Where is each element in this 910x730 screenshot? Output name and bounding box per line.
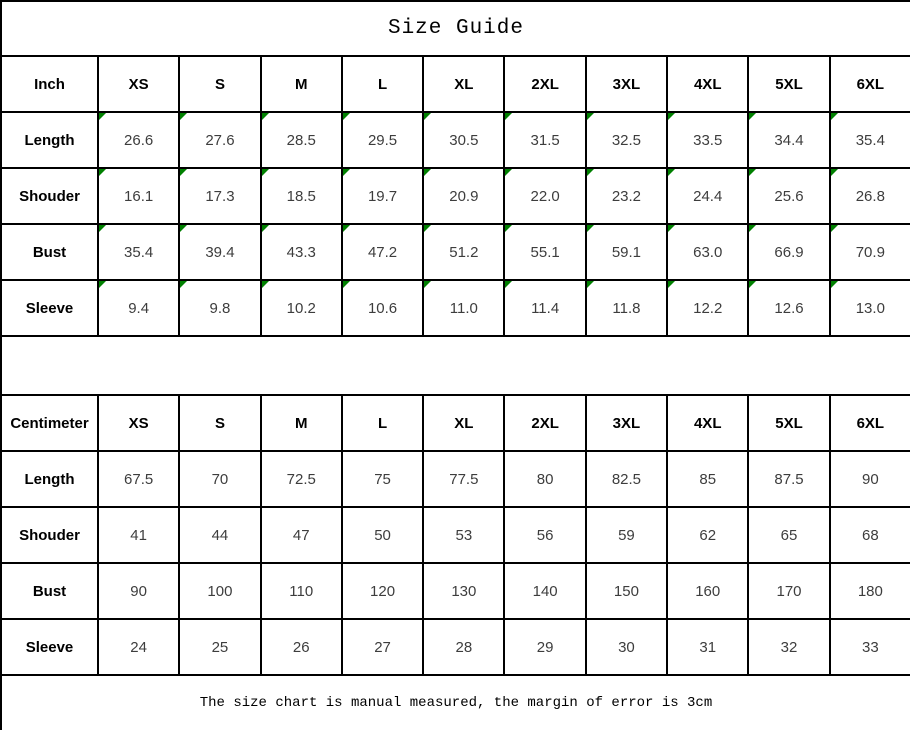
size-col-header-xl: XL xyxy=(423,395,504,451)
table-cell xyxy=(342,280,423,336)
cell-flag-icon xyxy=(99,169,106,176)
table-cell xyxy=(667,280,748,336)
table-cell: 85 xyxy=(667,451,748,507)
table-cell xyxy=(830,168,910,224)
inch-header-row xyxy=(1,56,910,112)
table-cell: 150 xyxy=(586,563,667,619)
cell-value: 33.5 xyxy=(693,131,723,149)
row-label: Bust xyxy=(1,563,98,619)
cell-value: 43.3 xyxy=(286,243,316,261)
table-cell xyxy=(423,224,504,280)
table-cell: 41 xyxy=(98,507,179,563)
cell-flag-icon xyxy=(343,281,350,288)
cell-value: 35.4 xyxy=(124,243,154,261)
table-cell: 30 xyxy=(586,619,667,675)
cell-value: 30.5 xyxy=(449,131,479,149)
cell-flag-icon xyxy=(831,225,838,232)
table-cell xyxy=(748,112,829,168)
cell-flag-icon xyxy=(262,225,269,232)
cell-flag-icon xyxy=(749,169,756,176)
table-row-inch-sleeve xyxy=(1,280,910,336)
inch-unit-header: Inch xyxy=(1,56,98,112)
table-cell xyxy=(179,168,260,224)
size-col-header-l: L xyxy=(342,395,423,451)
cell-value: 22.0 xyxy=(530,187,560,205)
table-cell xyxy=(423,168,504,224)
cell-flag-icon xyxy=(749,113,756,120)
table-cell: 170 xyxy=(748,563,829,619)
cell-flag-icon xyxy=(424,169,431,176)
cm-header-row xyxy=(1,395,910,451)
cell-value: 59.1 xyxy=(611,243,642,261)
cell-flag-icon xyxy=(262,113,269,120)
cell-value: 17.3 xyxy=(205,187,235,205)
table-cell: 80 xyxy=(504,451,585,507)
table-cell: 62 xyxy=(667,507,748,563)
table-cell xyxy=(342,224,423,280)
table-cell xyxy=(748,280,829,336)
row-label: Length xyxy=(1,451,98,507)
table-cell: 27 xyxy=(342,619,423,675)
cell-flag-icon xyxy=(180,281,187,288)
cell-flag-icon xyxy=(587,169,594,176)
table-cell xyxy=(504,280,585,336)
table-cell: 120 xyxy=(342,563,423,619)
table-row-cm-sleeve xyxy=(1,619,910,675)
cell-flag-icon xyxy=(505,225,512,232)
size-col-header-3xl: 3XL xyxy=(586,56,667,112)
table-cell: 90 xyxy=(830,451,910,507)
row-label: Shouder xyxy=(1,168,98,224)
cell-value: 9.8 xyxy=(209,299,231,317)
cell-value: 32.5 xyxy=(611,131,642,149)
cell-flag-icon xyxy=(587,113,594,120)
table-row-inch-shouder xyxy=(1,168,910,224)
cell-flag-icon xyxy=(668,281,675,288)
table-cell xyxy=(423,280,504,336)
cell-value: 11.4 xyxy=(531,299,560,317)
table-cell: 26 xyxy=(261,619,342,675)
cell-flag-icon xyxy=(424,113,431,120)
cell-flag-icon xyxy=(343,169,350,176)
cell-flag-icon xyxy=(180,113,187,120)
table-cell: 25 xyxy=(179,619,260,675)
cell-flag-icon xyxy=(424,225,431,232)
cell-flag-icon xyxy=(424,281,431,288)
cell-flag-icon xyxy=(99,225,106,232)
title-row xyxy=(1,1,910,56)
cell-value: 24.4 xyxy=(693,187,723,205)
table-cell: 29 xyxy=(504,619,585,675)
cell-flag-icon xyxy=(505,113,512,120)
cell-value: 18.5 xyxy=(286,187,316,205)
cell-value: 34.4 xyxy=(774,131,804,149)
table-cell: 31 xyxy=(667,619,748,675)
size-col-header-5xl: 5XL xyxy=(748,395,829,451)
cell-flag-icon xyxy=(749,225,756,232)
page-title: Size Guide xyxy=(1,1,910,56)
row-label: Sleeve xyxy=(1,280,98,336)
cell-flag-icon xyxy=(831,169,838,176)
cell-flag-icon xyxy=(343,113,350,120)
size-col-header-6xl: 6XL xyxy=(830,395,910,451)
table-cell: 130 xyxy=(423,563,504,619)
row-label: Shouder xyxy=(1,507,98,563)
table-cell: 82.5 xyxy=(586,451,667,507)
cell-flag-icon xyxy=(831,281,838,288)
table-cell: 67.5 xyxy=(98,451,179,507)
cell-value: 16.1 xyxy=(124,187,154,205)
table-cell: 77.5 xyxy=(423,451,504,507)
row-label: Bust xyxy=(1,224,98,280)
cm-unit-header: Centimeter xyxy=(1,395,98,451)
table-cell xyxy=(504,168,585,224)
table-cell: 65 xyxy=(748,507,829,563)
cell-value: 27.6 xyxy=(205,131,235,149)
size-col-header-xs: XS xyxy=(98,56,179,112)
table-cell: 50 xyxy=(342,507,423,563)
table-cell xyxy=(261,168,342,224)
table-cell xyxy=(830,224,910,280)
cell-value: 63.0 xyxy=(693,243,723,261)
cell-value: 20.9 xyxy=(449,187,479,205)
cell-flag-icon xyxy=(587,225,594,232)
cell-value: 13.0 xyxy=(855,299,885,317)
cell-flag-icon xyxy=(262,281,269,288)
footer-row xyxy=(1,675,910,730)
cell-value: 28.5 xyxy=(286,131,316,149)
cell-value: 10.2 xyxy=(286,299,316,317)
table-cell xyxy=(586,168,667,224)
table-cell xyxy=(261,112,342,168)
table-cell: 100 xyxy=(179,563,260,619)
table-cell: 90 xyxy=(98,563,179,619)
cell-value: 31.5 xyxy=(530,131,560,149)
table-cell xyxy=(342,112,423,168)
size-col-header-5xl: 5XL xyxy=(748,56,829,112)
table-cell: 75 xyxy=(342,451,423,507)
cell-flag-icon xyxy=(180,225,187,232)
table-cell: 87.5 xyxy=(748,451,829,507)
table-cell xyxy=(423,112,504,168)
table-cell: 68 xyxy=(830,507,910,563)
table-cell xyxy=(98,168,179,224)
table-cell xyxy=(261,280,342,336)
cell-value: 12.2 xyxy=(693,299,723,317)
cell-value: 29.5 xyxy=(367,131,398,149)
table-row-cm-bust xyxy=(1,563,910,619)
cell-flag-icon xyxy=(668,169,675,176)
cell-flag-icon xyxy=(505,281,512,288)
table-cell xyxy=(667,224,748,280)
table-cell: 59 xyxy=(586,507,667,563)
cell-flag-icon xyxy=(505,169,512,176)
size-col-header-2xl: 2XL xyxy=(504,395,585,451)
table-cell xyxy=(261,224,342,280)
cell-value: 47.2 xyxy=(367,243,398,261)
cell-flag-icon xyxy=(99,281,106,288)
size-col-header-l: L xyxy=(342,56,423,112)
size-col-header-m: M xyxy=(261,56,342,112)
table-cell: 32 xyxy=(748,619,829,675)
size-col-header-4xl: 4XL xyxy=(667,395,748,451)
size-col-header-s: S xyxy=(179,395,260,451)
table-cell xyxy=(342,168,423,224)
cell-flag-icon xyxy=(180,169,187,176)
size-col-header-m: M xyxy=(261,395,342,451)
table-cell: 140 xyxy=(504,563,585,619)
table-cell: 160 xyxy=(667,563,748,619)
table-cell xyxy=(504,112,585,168)
size-col-header-xl: XL xyxy=(423,56,504,112)
cell-flag-icon xyxy=(262,169,269,176)
table-cell: 24 xyxy=(98,619,179,675)
size-col-header-xs: XS xyxy=(98,395,179,451)
cell-value: 70.9 xyxy=(855,243,885,261)
cell-value: 19.7 xyxy=(367,187,398,205)
table-cell xyxy=(667,112,748,168)
cell-flag-icon xyxy=(668,225,675,232)
cell-value: 26.6 xyxy=(124,131,154,149)
table-cell xyxy=(748,224,829,280)
row-label: Length xyxy=(1,112,98,168)
cell-flag-icon xyxy=(831,113,838,120)
table-row-inch-length xyxy=(1,112,910,168)
row-label: Sleeve xyxy=(1,619,98,675)
table-cell: 28 xyxy=(423,619,504,675)
table-cell: 110 xyxy=(261,563,342,619)
size-col-header-4xl: 4XL xyxy=(667,56,748,112)
cell-value: 51.2 xyxy=(449,243,479,261)
cell-value: 39.4 xyxy=(205,243,235,261)
table-cell: 70 xyxy=(179,451,260,507)
table-cell xyxy=(504,224,585,280)
footer-note: The size chart is manual measured, the margin of error is 3cm xyxy=(1,675,910,730)
table-cell: 33 xyxy=(830,619,910,675)
size-col-header-3xl: 3XL xyxy=(586,395,667,451)
table-row-cm-shouder xyxy=(1,507,910,563)
table-cell xyxy=(748,168,829,224)
table-cell xyxy=(179,112,260,168)
cell-value: 11.0 xyxy=(449,299,478,317)
table-row-cm-length xyxy=(1,451,910,507)
table-cell xyxy=(830,112,910,168)
cell-value: 55.1 xyxy=(530,243,560,261)
table-cell xyxy=(586,280,667,336)
table-cell: 180 xyxy=(830,563,910,619)
table-row-inch-bust xyxy=(1,224,910,280)
table-cell xyxy=(667,168,748,224)
table-cell xyxy=(179,280,260,336)
table-cell: 53 xyxy=(423,507,504,563)
cell-value: 12.6 xyxy=(774,299,804,317)
cell-flag-icon xyxy=(587,281,594,288)
table-cell: 56 xyxy=(504,507,585,563)
cell-value: 25.6 xyxy=(774,187,804,205)
table-cell: 72.5 xyxy=(261,451,342,507)
cell-flag-icon xyxy=(99,113,106,120)
cell-value: 23.2 xyxy=(611,187,642,205)
table-cell xyxy=(98,224,179,280)
cell-value: 9.4 xyxy=(128,299,150,317)
table-cell xyxy=(830,280,910,336)
cell-value: 26.8 xyxy=(855,187,885,205)
cell-value: 35.4 xyxy=(855,131,885,149)
table-cell xyxy=(98,112,179,168)
table-cell: 44 xyxy=(179,507,260,563)
table-cell: 47 xyxy=(261,507,342,563)
size-col-header-s: S xyxy=(179,56,260,112)
cell-flag-icon xyxy=(749,281,756,288)
spacer-cell xyxy=(1,336,910,395)
size-col-header-2xl: 2XL xyxy=(504,56,585,112)
table-cell xyxy=(98,280,179,336)
spacer-row xyxy=(1,336,910,395)
table-cell xyxy=(586,224,667,280)
cell-flag-icon xyxy=(668,113,675,120)
cell-flag-icon xyxy=(343,225,350,232)
table-cell xyxy=(586,112,667,168)
size-col-header-6xl: 6XL xyxy=(830,56,910,112)
cell-value: 10.6 xyxy=(367,299,398,317)
table-cell xyxy=(179,224,260,280)
cell-value: 66.9 xyxy=(774,243,804,261)
cell-value: 11.8 xyxy=(612,299,641,317)
